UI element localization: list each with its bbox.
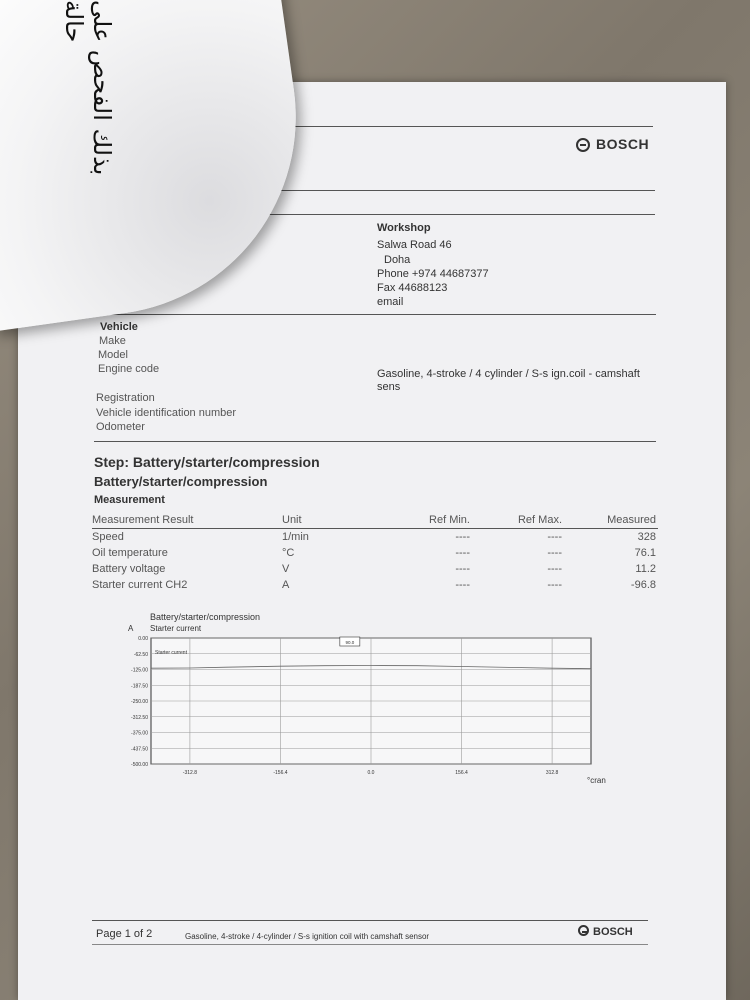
chart-svg (125, 610, 615, 790)
cell-result: Oil temperature (92, 547, 168, 559)
cell-unit: 1/min (282, 531, 309, 543)
cell-ref-max: ---- (547, 563, 562, 575)
engine-code-value: Gasoline, 4-stroke / 4 cylinder / S-s ign.coil - camshaft (377, 368, 640, 380)
cell-ref-min: ---- (455, 547, 470, 559)
y-tick-label: -125.00 (131, 667, 148, 674)
y-tick-label: -312.50 (131, 714, 148, 721)
workshop-heading: Workshop (377, 222, 431, 234)
cell-unit: V (282, 563, 290, 575)
handwritten-note: بذلك الفحص على حالة (60, 0, 116, 176)
y-tick-label: -62.50 (133, 651, 148, 658)
x-tick-label: 0.0 (367, 770, 375, 776)
table-header-ref-max: Ref Max. (517, 514, 562, 526)
engine-code-label: Engine code (98, 363, 160, 375)
x-tick-label: -156.4 (273, 770, 288, 776)
cell-ref-max: ---- (547, 579, 562, 591)
chart-subtitle: Starter current (150, 624, 202, 633)
footer-bosch-logo (578, 922, 633, 940)
bosch-ring-icon (578, 925, 589, 936)
workshop-phone: Phone +974 44687377 (377, 268, 489, 280)
cell-ref-min: ---- (455, 563, 470, 575)
make-label: Make (99, 335, 126, 347)
odometer-label: Odometer (96, 421, 145, 433)
x-tick-label: -312.8 (182, 770, 197, 776)
cell-measured: 11.2 (635, 563, 656, 575)
chart-title: Battery/starter/compression (150, 612, 261, 622)
vehicle-heading: Vehicle (100, 321, 138, 333)
cell-unit: °C (282, 547, 295, 559)
cell-result: Speed (92, 531, 124, 543)
bosch-logo (576, 136, 649, 154)
workshop-fax: Fax 44688123 (377, 282, 448, 294)
footer-description: Gasoline, 4-stroke / 4-cylinder / S-s ignition coil with camshaft sensor (185, 932, 430, 941)
y-tick-label: -500.00 (131, 762, 148, 768)
model-label: Model (98, 349, 128, 361)
footer-brand-name: BOSCH (593, 926, 633, 938)
cell-result: Starter current CH2 (92, 579, 188, 591)
marker-label: 90.0 (345, 640, 355, 645)
cell-ref-max: ---- (547, 547, 562, 559)
divider (96, 314, 656, 315)
vin-label: Vehicle identification number (96, 407, 237, 419)
page-number: Page 1 of 2 (96, 928, 153, 940)
cell-measured: -96.8 (630, 579, 656, 591)
y-tick-label: -437.50 (131, 746, 148, 753)
y-tick-label: 0.00 (138, 636, 148, 642)
cell-unit: A (282, 579, 290, 591)
cell-ref-min: ---- (455, 579, 470, 591)
workshop-email: email (377, 296, 404, 308)
table-header-ref-min: Ref Min. (429, 514, 470, 526)
x-tick-label: 312.8 (545, 770, 559, 776)
table-header-measured: Measured (607, 514, 656, 526)
chart-xlabel: °cran (587, 776, 606, 785)
brand-name: BOSCH (596, 136, 650, 152)
footer-divider (92, 944, 648, 945)
cell-ref-min: ---- (455, 531, 470, 543)
step-title: Step: Battery/starter/compression (94, 454, 320, 470)
y-tick-label: -187.50 (131, 683, 148, 690)
step-subtitle: Battery/starter/compression (94, 474, 268, 489)
divider (94, 441, 656, 442)
cell-ref-max: ---- (547, 531, 562, 543)
y-tick-label: -250.00 (131, 699, 148, 705)
cell-result: Battery voltage (92, 563, 166, 575)
cell-measured: 76.1 (634, 547, 656, 559)
workshop-city: Doha (384, 254, 411, 266)
y-tick-label: -375.00 (131, 730, 148, 737)
measurement-table (92, 512, 658, 594)
table-header-result: Measurement Result (92, 514, 194, 526)
section-heading: Measurement (94, 494, 165, 506)
bosch-ring-icon (576, 138, 590, 152)
chart-series-label: Starter current (155, 650, 187, 656)
registration-label: Registration (96, 392, 155, 404)
engine-code-value-cont: sens (377, 381, 401, 393)
cell-measured: 328 (637, 531, 656, 543)
x-tick-label: 156.4 (455, 770, 468, 776)
table-header-unit: Unit (282, 514, 302, 526)
starter-current-chart (125, 610, 615, 790)
footer-divider (92, 920, 648, 921)
table-header-divider (92, 528, 658, 529)
workshop-address: Salwa Road 46 (377, 239, 452, 251)
chart-ylabel: A (128, 624, 134, 633)
